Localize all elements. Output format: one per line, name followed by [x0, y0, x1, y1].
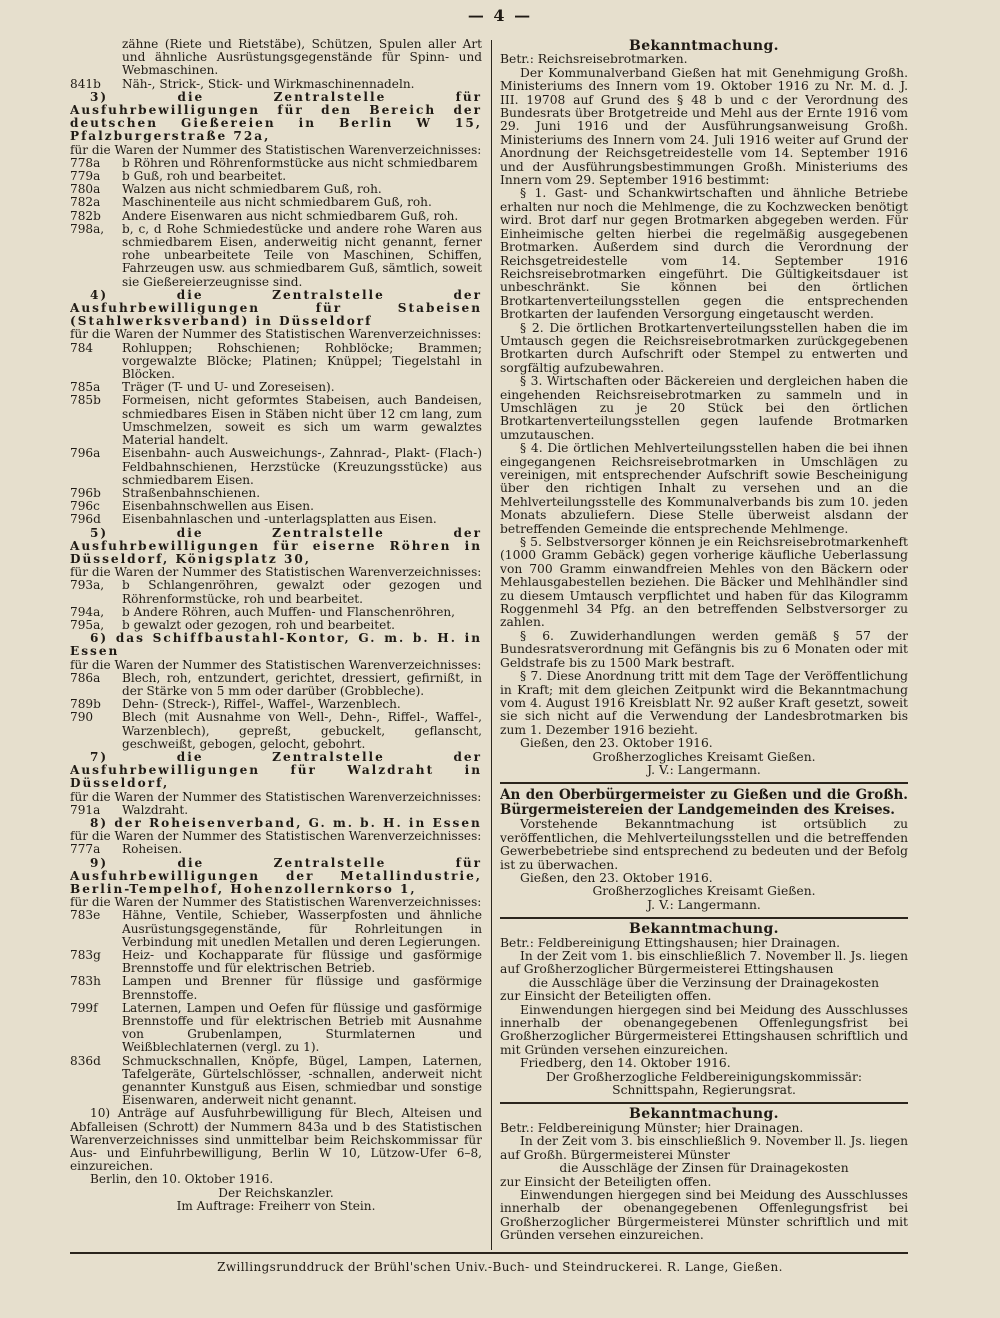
list-item [70, 210, 482, 223]
item-code: 784 [70, 340, 94, 355]
item-code: 794a, [70, 604, 105, 619]
item-text: Eisenbahn- auch Ausweichungs-, Zahnrad-, Plakt- (Flach-) Feldbahnschienen, Herzstücke (Kreuzungsstücke) aus schmiedbarem Eisen. [122, 446, 482, 487]
list-item [70, 975, 482, 1001]
agency-heading: 5) die Zentralstelle der Ausfuhrbewilligungen für eiserne Röhren in Düsseldorf, Königsplatz 30, [70, 525, 482, 566]
list-item [70, 513, 482, 526]
agency-heading: 3) die Zentralstelle für Ausfuhrbewilligungen für den Bereich der deutschen Gießereien in Berlin W 15, Pfalzburgerstraße 72a, [70, 89, 482, 144]
paragraph: In der Zeit vom 3. bis einschließlich 9. November ll. Js. liegen auf Großh. Bürgermeisterei Münster [500, 1134, 908, 1162]
subject-line: Betr.: Feldbereinigung Ettingshausen; hier Drainagen. [500, 935, 841, 950]
list-item [70, 196, 482, 209]
printer-imprint: Zwillingsrunddruck der Brühl'schen Univ.-Buch- und Steindruckerei. R. Lange, Gießen. [217, 1260, 783, 1274]
subject-line: Betr.: Feldbereinigung Münster; hier Drainagen. [500, 1120, 804, 1135]
item-code: 789b [70, 697, 101, 712]
item-code: 841b [70, 76, 101, 91]
announcement-title: Bekanntmachung. [629, 1106, 779, 1123]
paragraph: zur Einsicht der Beteiligten offen. [500, 1174, 712, 1189]
column-divider [491, 40, 492, 1250]
list-item [70, 711, 482, 751]
list-item [70, 1002, 482, 1055]
list-item [70, 949, 482, 975]
paragraph: die Ausschläge der Zinsen für Drainagekosten [559, 1161, 849, 1176]
item-text: Walzen aus nicht schmiedbarem Guß, roh. [122, 182, 382, 197]
item-code: 796c [70, 499, 100, 514]
signature-line: J. V.: Langermann. [647, 762, 761, 777]
section-divider [500, 782, 908, 784]
item-text: Träger (T- und U- und Zoreseisen). [122, 380, 335, 395]
item-text: Formeisen, nicht geformtes Stabeisen, auch Bandeisen, schmiedbares Eisen in Stäben nicht über 12 cm lang, zum Umschmelzen, soweit es sich um warm gewalztes Material handelt. [122, 393, 482, 448]
agency-for-text: für die Waren der Nummer des Statistischen Warenverzeichnisses: [70, 657, 482, 672]
item-text: b, c, d Rohe Schmiedestücke und andere rohe Waren aus schmiedbarem Eisen, anderweitig nicht genannt, ferner rohe unbearbeitete Teile von Maschinen, Schiffen, Fahrzeugen usw. aus schmiedbarem Guß, sämtlich, soweit sie Gießereierzeugnisse sind. [122, 221, 482, 289]
item-text: Heiz- und Kochapparate für flüssige und gasförmige Brennstoffe und für elektrischen Betrieb. [122, 948, 482, 976]
item-code: 795a, [70, 617, 105, 632]
agency-heading: 8) der Roheisenverband, G. m. b. H. in Essen [90, 815, 482, 830]
paragraph: § 3. Wirtschaften oder Bäckereien und dergleichen haben die eingehenden Reichsreisebrotmarken zu sammeln und in Umschlägen zu je 20 Stück bei den örtlichen Brotkartenverteilungsstellen gegen laufende Brotmarken umzutauschen. [500, 374, 908, 442]
item-text: Roheisen. [122, 842, 183, 857]
list-item [70, 579, 482, 605]
agency-for-text: für die Waren der Nummer des Statistischen Warenverzeichnisses: [70, 565, 482, 580]
item-text: Laternen, Lampen und Oefen für flüssige und gasförmige Brennstoffe und für elektrischen Betrieb mit Ausnahme von Grubenlampen, Sturmlaternen und Weißblechlaternen (vergl. zu 1). [122, 1000, 482, 1055]
list-item [70, 342, 482, 382]
item-text: Rohluppen; Rohschienen; Rohblöcke; Brammen; vorgewalzte Blöcke; Platinen; Knüppel; Tiegelstahl in Blöcken. [122, 340, 482, 382]
list-item [70, 78, 482, 91]
item-code: 796d [70, 512, 101, 527]
item-text: Schmuckschnallen, Knöpfe, Bügel, Lampen, Laternen, Tafelgeräte, Gürtelschlösser, -schnallen, anderweit nicht genannter Kunstguß aus Eisen, schmiedbar und sonstige Eisenwaren, anderweit nicht genannt. [122, 1053, 482, 1108]
announcement-title: Bekanntmachung. [629, 921, 779, 938]
paragraph: Einwendungen hiergegen sind bei Meidung des Ausschlusses innerhalb der obenangegebenen Offenlegungsfrist bei Großherzoglicher Bürgermeisterei Münster schriftlich und mit Gründen versehen einzureichen. [500, 1187, 908, 1243]
date-line: Berlin, den 10. Oktober 1916. [90, 1172, 274, 1187]
paragraph: § 7. Diese Anordnung tritt mit dem Tage der Veröffentlichung in Kraft; mit dem gleichen Zeitpunkt wird die Bekanntmachung vom 4. August 1916 Kreisblatt Nr. 92 außer Kraft gesetzt, soweit sie sich nicht auf die Verwendung der Landesbrotmarken bis zum 1. Dezember 1916 bezieht. [500, 669, 908, 737]
item-code: 793a, [70, 578, 105, 593]
item-code: 783g [70, 948, 101, 963]
office-line: Großherzogliches Kreisamt Gießen. [592, 749, 816, 764]
item-text: Straßenbahnschienen. [122, 485, 261, 500]
date-line: Friedberg, den 14. Oktober 1916. [520, 1056, 731, 1071]
paragraph: § 1. Gast- und Schankwirtschaften und ähnliche Betriebe erhalten nur noch die Mehlmenge, die zu Kochzwecken benötigt wird. Brot darf nur gegen Brotmarken abgegeben werden. Für Einheimische gelten hierbei die regelmäßig ausgegebenen Brotmarken. Außerdem sind durch die Verordnung der Reichsgetreidestelle vom 14. September 1916 Reichsreisebrotmarken eingeführt. Die Gültigkeitsdauer ist unbeschränkt. Sie können bei den örtlichen Brotkartenverteilungsstellen gegen die entsprechenden Brotkarten der laufenden Versorgung eingetauscht werden. [500, 186, 908, 322]
item-code: 786a [70, 670, 101, 685]
paragraph: § 6. Zuwiderhandlungen werden gemäß § 57 der Bundesratsverordnung mit Gefängnis bis zu 6 Monaten oder mit Geldstrafe bis zu 1500 Mark bestraft. [500, 628, 908, 670]
office-line: Der Reichskanzler. [218, 1185, 334, 1200]
office-line: Der Großherzogliche Feldbereinigungskommissär: [546, 1069, 862, 1084]
item-text: Hähne, Ventile, Schieber, Wasserpfosten und ähnliche Ausrüstungsgegenstände, für Rohrleitungen in Verbindung mit unedlen Metallen und deren Legierungen. [122, 908, 482, 949]
signature-line: Im Auftrage: Freiherr von Stein. [176, 1198, 376, 1213]
item-code: 791a [70, 802, 101, 817]
item-code: 777a [70, 842, 101, 857]
item-text: Eisenbahnlaschen und -unterlagsplatten aus Eisen. [122, 512, 437, 527]
paragraph: § 4. Die örtlichen Mehlverteilungsstellen haben die bei ihnen eingegangenen Reichsreisebrotmarken in Umschlägen zu vereinigen, mit entsprechender Aufschrift sowie Bescheinigung über den richtigen Inhalt zu versehen und an die Mehlverteilungsstelle des Kommunalverbands bis zum 10. jeden Monats abzuliefern. Diese Stelle überweist alsdann der betreffenden Gemeinde die entsprechende Mehlmenge. [500, 441, 908, 536]
item-code: 790 [70, 710, 94, 725]
item-text: Lampen und Brenner für flüssige und gasförmige Brennstoffe. [122, 974, 482, 1002]
list-item [70, 843, 482, 856]
list-item [70, 394, 482, 447]
paragraph: § 5. Selbstversorger können je ein Reichsreisebrotmarkenheft (1000 Gramm Gebäck) gegen vorherige käufliche Ueberlassung von 700 Gramm einwandfreien Mehles von den Bäckern oder Mehlausgabestellen beziehen. Die Bäcker und Mehlhändler sind zu diesem Umtausch verpflichtet und haben für das Kilogramm Roggenmehl 34 Pfg. an den betreffenden Selbstversorger zu zahlen. [500, 535, 908, 630]
item-list [70, 843, 482, 856]
item-code: 783e [70, 908, 101, 923]
item-text: b gewalzt oder gezogen, roh und bearbeitet. [122, 617, 395, 632]
date-line: Gießen, den 23. Oktober 1916. [520, 736, 713, 751]
right-column [500, 38, 908, 1243]
item-text: b Schlangenröhren, gewalzt oder gezogen und Röhrenformstücke, roh und bearbeitet. [122, 578, 482, 606]
section-divider [500, 917, 908, 919]
item-code: 799f [70, 1000, 98, 1015]
agency-heading: 4) die Zentralstelle der Ausfuhrbewilligungen für Stabeisen (Stahlwerksverband) in Düsseldorf [70, 287, 482, 329]
list-item [70, 804, 482, 817]
item-text: b Guß, roh und bearbeitet. [122, 169, 287, 184]
announcement-title: An den Oberbürgermeister zu Gießen und die Großh. Bürgermeistereien der Landgemeinden des Kreises. [500, 787, 908, 819]
footer-rule [70, 1252, 908, 1254]
item-text: Maschinenteile aus nicht schmiedbarem Guß, roh. [122, 195, 432, 210]
item-code: 785a [70, 380, 101, 395]
agency-for-text: für die Waren der Nummer des Statistischen Warenverzeichnisses: [70, 327, 482, 342]
item-list [70, 672, 482, 751]
item-text: Dehn- (Streck-), Riffel-, Waffel-, Warzenblech. [122, 697, 401, 712]
item-code: 783h [70, 974, 101, 989]
item-text: Andere Eisenwaren aus nicht schmiedbarem Guß, roh. [122, 208, 459, 223]
signature-line: J. V.: Langermann. [647, 897, 761, 912]
item-list [70, 157, 482, 289]
item-code: 798a, [70, 221, 105, 236]
subject-line: Betr.: Reichsreisebrotmarken. [500, 52, 688, 67]
list-item [70, 606, 482, 619]
item-text: b Andere Röhren, auch Muffen- und Flanschenröhren, [122, 604, 455, 619]
item-code: 796b [70, 485, 101, 500]
paragraph: Vorstehende Bekanntmachung ist ortsüblich zu veröffentlichen, die Mehlverteilungsstellen und die betreffenden Gewerbebetriebe sind entsprechend zu bedeuten und der Befolg ist zu überwachen. [500, 817, 908, 872]
item-text: Blech (mit Ausnahme von Well-, Dehn-, Riffel-, Waffel-, Warzenblech), gepreßt, gebuckelt, geflanscht, geschweißt, gebogen, gelocht, gebohrt. [122, 710, 482, 751]
paragraph: In der Zeit vom 1. bis einschließlich 7. November ll. Js. liegen auf Großherzoglicher Bürgermeisterei Ettingshausen [500, 949, 908, 977]
item-code: 782a [70, 195, 101, 210]
agency-for-text: für die Waren der Nummer des Statistischen Warenverzeichnisses: [70, 829, 482, 844]
paragraph: zur Einsicht der Beteiligten offen. [500, 989, 712, 1004]
item-code: 782b [70, 208, 101, 223]
item-text: Walzdraht. [122, 802, 189, 817]
agency-heading: 9) die Zentralstelle für Ausfuhrbewilligungen der Metallindustrie, Berlin-Tempelhof, Hohenzollernkorso 1, [70, 855, 482, 896]
item-list [70, 342, 482, 527]
list-item [70, 223, 482, 289]
paragraph: Der Kommunalverband Gießen hat mit Genehmigung Großh. Ministeriums des Innern vom 19. Oktober 1916 zu Nr. M. d. J. III. 19708 auf Grund des § 48 b und c der Verordnung des Bundesrats über Brotgetreide und Mehl aus der Ernte 1916 vom 29. Juni 1916 und der Ausführungsanweisung Großh. Ministeriums des Innern vom 24. Juli 1916 weiter auf Grund der Anordnung der Reichsgetreidestelle vom 14. September 1916 und der Ausführungsbestimmungen Großh. Ministeriums des Innern vom 29. September 1916 bestimmt: [500, 65, 908, 188]
paragraph: die Ausschläge über die Verzinsung der Drainagekosten [528, 975, 880, 990]
item-code: 779a [70, 169, 101, 184]
left-column [70, 38, 482, 1243]
agency-for-text: für die Waren der Nummer des Statistischen Warenverzeichnisses: [70, 142, 482, 157]
agency-heading: 6) das Schiffbaustahl-Kontor, G. m. b. H. in Essen [70, 631, 482, 659]
list-item [70, 1055, 482, 1108]
signature-line: Schnittspahn, Regierungsrat. [612, 1083, 796, 1098]
item-list [70, 804, 482, 817]
item-text: Blech, roh, entzundert, gerichtet, dressiert, gefirnißt, in der Stärke von 5 mm oder darüber (Grobbleche). [122, 670, 482, 698]
agency-heading: 7) die Zentralstelle der Ausfuhrbewilligungen für Walzdraht in Düsseldorf, [70, 749, 482, 791]
item-code: 780a [70, 182, 101, 197]
item-text: Eisenbahnschwellen aus Eisen. [122, 499, 314, 514]
list-item [70, 909, 482, 949]
agency-for-text: für die Waren der Nummer des Statistischen Warenverzeichnisses: [70, 789, 482, 804]
paragraph: § 2. Die örtlichen Brotkartenverteilungsstellen haben die im Umtausch gegen die Reichsreisebrotmarken zurückgegebenen Brotkarten durch Aufschrift oder Stempel zu entwerten und sorgfältig aufzubewahren. [500, 320, 908, 375]
date-line: Gießen, den 23. Oktober 1916. [520, 870, 713, 885]
section-divider [500, 1102, 908, 1104]
list-item [70, 672, 482, 698]
agency-for-text: für die Waren der Nummer des Statistischen Warenverzeichnisses: [70, 895, 482, 910]
item-code: 778a [70, 155, 101, 170]
list-item [70, 447, 482, 487]
item-list [70, 579, 482, 632]
item-list [70, 909, 482, 1107]
item-code: 796a [70, 446, 101, 461]
item-code: 785b [70, 393, 101, 408]
item-text: Näh-, Strick-, Stick- und Wirkmaschinennadeln. [122, 76, 415, 91]
paragraph: Einwendungen hiergegen sind bei Meidung des Ausschlusses innerhalb der obenangegebenen Offenlegungsfrist bei Großherzoglicher Bürgermeisterei Ettingshausen schriftlich und mit Gründen versehen einzureichen. [500, 1002, 908, 1057]
announcement-title: Bekanntmachung. [629, 38, 779, 54]
continued-text: zähne (Riete und Rietstäbe), Schützen, Spulen aller Art und ähnliche Ausrüstungsgegenstände für Spinn- und Webmaschinen. [122, 38, 482, 78]
page-number: — 4 — [467, 6, 533, 25]
item-text: b Röhren und Röhrenformstücke aus nicht schmiedbarem [122, 155, 478, 170]
paragraph: 10) Anträge auf Ausfuhrbewilligung für Blech, Alteisen und Abfalleisen (Schrott) der Nummern 843a und b des Statistischen Warenverzeichnisses sind unmittelbar beim Reichskommissar für Aus- und Einfuhrbewilligung, Berlin W 10, Lützow-Ufer 6–8, einzureichen. [70, 1106, 482, 1174]
office-line: Großherzogliches Kreisamt Gießen. [592, 884, 816, 899]
item-code: 836d [70, 1053, 101, 1068]
